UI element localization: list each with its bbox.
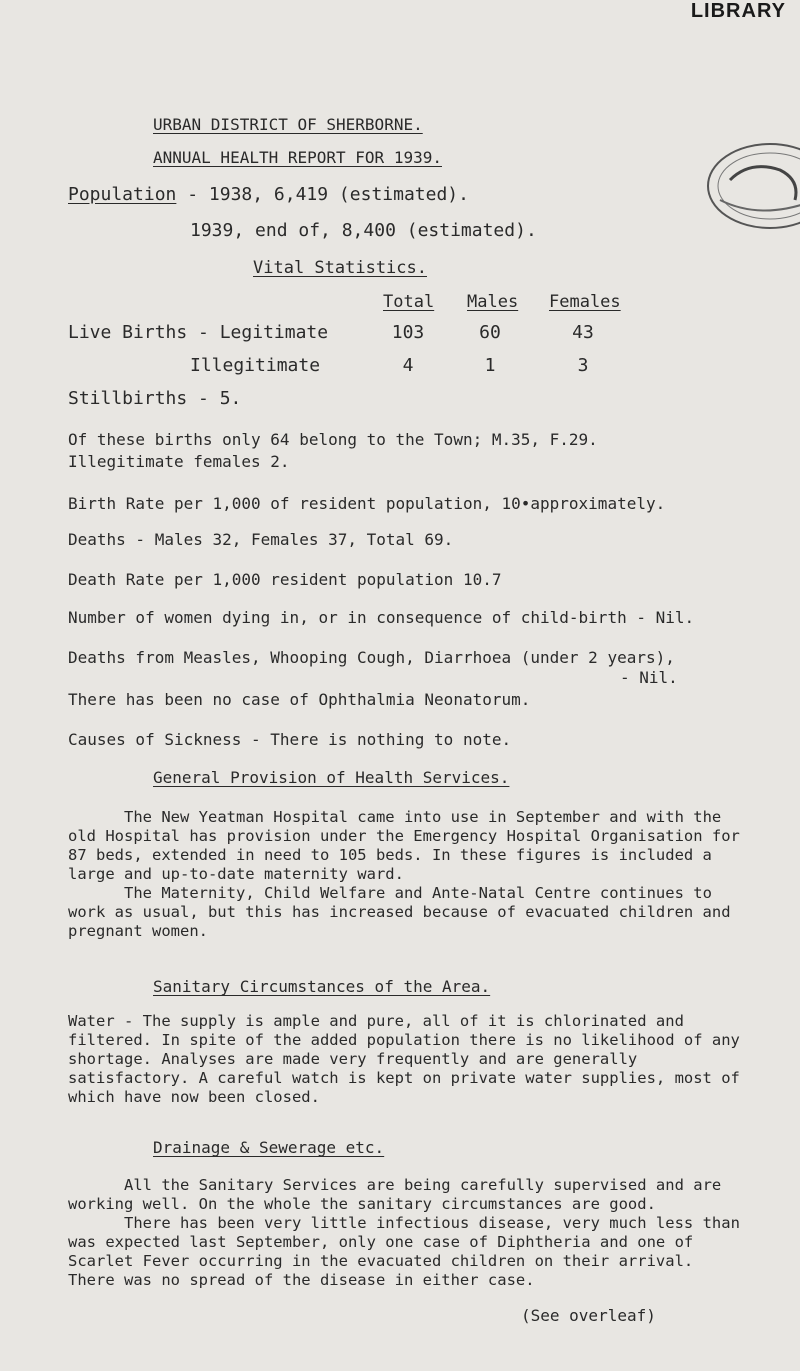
seal-stamp-icon <box>700 140 800 232</box>
illegitimate-females: 3 <box>577 355 589 376</box>
infectious-disease-paragraph: There has been very little infectious disease, very much less than was expected last September, only one case of Diphtheria and one of Scarlet Fever occurring in the evacuated children on their arrival. There was no spread of the disease in either case. <box>68 1214 740 1289</box>
population-1938: - 1938, 6,419 (estimated). <box>187 184 469 205</box>
live-births-label: Live Births - Legitimate <box>68 322 329 343</box>
see-overleaf-note: (See overleaf) <box>521 1306 656 1325</box>
col-total: Total <box>383 292 435 312</box>
col-males: Males <box>467 292 519 312</box>
district-heading: URBAN DISTRICT OF SHERBORNE. <box>153 115 423 134</box>
maternity-paragraph: The Maternity, Child Welfare and Ante-Natal Centre continues to work as usual, but this has increased because of evacuated children and pregnant women. <box>68 884 731 940</box>
live-births-total: 103 <box>391 322 425 343</box>
deaths-line: Deaths - Males 32, Females 37, Total 69. <box>68 530 454 549</box>
population-1939: 1939, end of, 8,400 (estimated). <box>190 220 537 241</box>
measles-nil: - Nil. <box>620 668 678 687</box>
sanitary-services-paragraph: All the Sanitary Services are being carefully supervised and are working well. On the whole the sanitary circumstances are good. <box>68 1176 722 1213</box>
sickness-line: Causes of Sickness - There is nothing to note. <box>68 730 512 749</box>
births-note-2: Illegitimate females 2. <box>68 452 290 471</box>
hospital-paragraph: The New Yeatman Hospital came into use in September and with the old Hospital has provision under the Emergency Hospital Organisation for 87 beds, extended in need to 105 beds. In these figures is included a large and up-to-date maternity ward. <box>68 808 740 883</box>
population-line-1 <box>68 184 469 205</box>
live-births-males: 60 <box>479 322 501 343</box>
sanitary-heading: Sanitary Circumstances of the Area. <box>153 977 491 996</box>
drainage-heading: Drainage & Sewerage etc. <box>153 1138 385 1157</box>
illegitimate-label: Illegitimate <box>190 355 321 376</box>
measles-line: Deaths from Measles, Whooping Cough, Diarrhoea (under 2 years), <box>68 648 675 667</box>
births-note-1: Of these births only 64 belong to the Town; M.35, F.29. <box>68 430 598 449</box>
population-label: Population <box>68 184 177 205</box>
vital-statistics-heading: Vital Statistics. <box>253 258 427 278</box>
live-births-females: 43 <box>572 322 594 343</box>
stillbirths-line: Stillbirths - 5. <box>68 388 242 409</box>
water-paragraph: Water - The supply is ample and pure, all of it is chlorinated and filtered. In spite of the added population there is no likelihood of any shortage. Analyses are made very frequently and are generally satisfactory. A careful watch is kept on private water supplies, most of which have now been closed. <box>68 1012 740 1106</box>
col-females: Females <box>549 292 621 312</box>
birth-rate-line: Birth Rate per 1,000 of resident population, 10•approximately. <box>68 494 666 513</box>
general-provision-body <box>68 808 748 941</box>
general-provision-heading: General Provision of Health Services. <box>153 768 510 787</box>
ophthalmia-line: There has been no case of Ophthalmia Neonatorum. <box>68 690 531 709</box>
report-title: ANNUAL HEALTH REPORT FOR 1939. <box>153 148 442 167</box>
illegitimate-total: 4 <box>402 355 414 376</box>
library-stamp: LIBRARY <box>690 0 786 22</box>
illegitimate-males: 1 <box>484 355 496 376</box>
drainage-body <box>68 1176 748 1290</box>
women-dying-line: Number of women dying in, or in consequence of child-birth - Nil. <box>68 608 695 627</box>
death-rate-line: Death Rate per 1,000 resident population 10.7 <box>68 570 502 589</box>
